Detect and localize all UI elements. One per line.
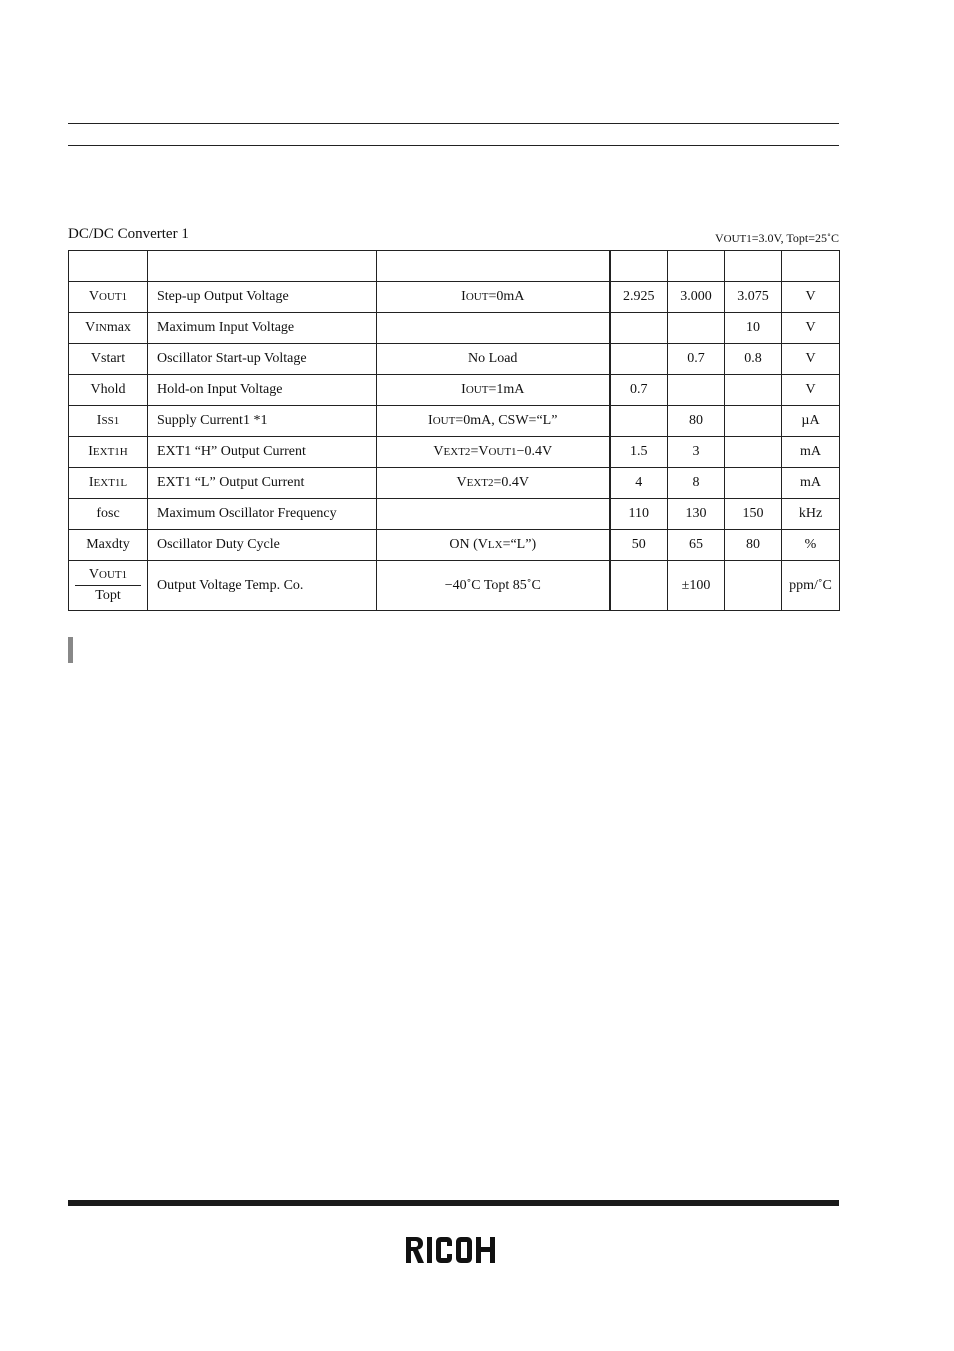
header-cell-max xyxy=(725,251,782,282)
symbol-text: V xyxy=(85,320,96,335)
symbol-subscript: EXT1H xyxy=(92,446,128,458)
symbol-text: V xyxy=(88,567,99,582)
typ-cell xyxy=(668,375,725,406)
condition-text: No Load xyxy=(468,351,518,366)
unit-cell: V xyxy=(782,313,840,344)
symbol-subscript: IN xyxy=(95,322,107,334)
symbol-text: fosc xyxy=(96,506,120,521)
table-row xyxy=(69,344,840,375)
table-row xyxy=(69,406,840,437)
header-cell-item xyxy=(148,251,377,282)
item-cell: EXT1 “H” Output Current xyxy=(148,437,377,468)
symbol-text: Vstart xyxy=(90,351,126,366)
condition-text: V xyxy=(433,444,444,459)
typ-cell xyxy=(668,313,725,344)
typ-cell: 3 xyxy=(668,437,725,468)
condition-text: =0mA xyxy=(488,289,525,304)
max-cell xyxy=(725,468,782,499)
min-cell: 2.925 xyxy=(610,282,668,313)
conditions-cell xyxy=(377,375,610,406)
condition-text: OUT xyxy=(432,415,456,427)
min-cell: 0.7 xyxy=(610,375,668,406)
symbol-subscript: OUT1 xyxy=(99,291,128,303)
conditions-cell xyxy=(377,499,610,530)
conditions-cell xyxy=(377,406,610,437)
symbol-cell xyxy=(69,344,148,375)
conditions-cell xyxy=(377,282,610,313)
symbol-text: V xyxy=(88,289,99,304)
ricoh-logo xyxy=(405,1236,505,1264)
symbol-subscript: SS1 xyxy=(101,415,120,427)
conditions-cell xyxy=(377,468,610,499)
min-cell xyxy=(610,344,668,375)
conditions-cell: −40˚C Topt 85˚C xyxy=(377,561,610,611)
condition-text: I xyxy=(461,382,466,397)
condition-text: EXT2 xyxy=(443,446,471,458)
unit-cell: kHz xyxy=(782,499,840,530)
item-cell: Supply Current1 *1 xyxy=(148,406,377,437)
unit-cell: mA xyxy=(782,437,840,468)
max-cell xyxy=(725,437,782,468)
condition-text: I xyxy=(461,289,466,304)
table-header-row xyxy=(69,251,840,282)
fraction-denominator: Topt xyxy=(95,588,121,603)
symbol-subscript: EXT1L xyxy=(93,477,128,489)
symbol-cell xyxy=(69,406,148,437)
unit-cell: µA xyxy=(782,406,840,437)
item-cell: EXT1 “L” Output Current xyxy=(148,468,377,499)
condition-text: =0.4V xyxy=(493,475,530,490)
item-cell: Oscillator Start-up Voltage xyxy=(148,344,377,375)
unit-cell: V xyxy=(782,375,840,406)
item-cell: Maximum Oscillator Frequency xyxy=(148,499,377,530)
typ-cell: 8 xyxy=(668,468,725,499)
symbol-text: Vhold xyxy=(90,382,126,397)
fraction-numerator xyxy=(75,565,141,586)
unit-cell: mA xyxy=(782,468,840,499)
header-cell-symbol xyxy=(69,251,148,282)
condition-text: LX xyxy=(487,539,503,551)
table-row xyxy=(69,437,840,468)
symbol-text: I xyxy=(88,444,93,459)
test-conditions: VOUT1=3.0V, Topt=25˚C xyxy=(714,231,839,245)
max-cell: 3.075 xyxy=(725,282,782,313)
table-row xyxy=(69,375,840,406)
table-row xyxy=(69,530,840,561)
min-cell: 1.5 xyxy=(610,437,668,468)
item-cell: Maximum Input Voltage xyxy=(148,313,377,344)
condition-text: V xyxy=(456,475,467,490)
item-cell: Step-up Output Voltage xyxy=(148,282,377,313)
max-cell xyxy=(725,406,782,437)
max-cell: 10 xyxy=(725,313,782,344)
max-cell: 0.8 xyxy=(725,344,782,375)
table-row xyxy=(69,282,840,313)
symbol-text: I xyxy=(88,475,94,490)
table-row xyxy=(69,468,840,499)
condition-text: =0mA, CSW=“L” xyxy=(455,413,558,428)
symbol-cell xyxy=(69,468,148,499)
conditions-cell xyxy=(377,313,610,344)
min-cell xyxy=(610,406,668,437)
header-cell-typ xyxy=(668,251,725,282)
condition-text: =V xyxy=(470,444,489,459)
typ-cell: 0.7 xyxy=(668,344,725,375)
condition-text: =1mA xyxy=(488,382,525,397)
electrical-characteristics-table xyxy=(68,250,840,611)
conditions-cell xyxy=(377,437,610,468)
symbol-cell xyxy=(69,282,148,313)
symbol-fraction xyxy=(75,565,141,606)
condition-text: OUT xyxy=(465,384,489,396)
min-cell: 110 xyxy=(610,499,668,530)
min-cell xyxy=(610,313,668,344)
condition-text: OUT xyxy=(465,291,489,303)
table-row xyxy=(69,499,840,530)
item-cell: Oscillator Duty Cycle xyxy=(148,530,377,561)
header-cell-conditions xyxy=(377,251,610,282)
unit-cell: % xyxy=(782,530,840,561)
symbol-cell xyxy=(69,437,148,468)
max-cell: 80 xyxy=(725,530,782,561)
typ-cell: 3.000 xyxy=(668,282,725,313)
condition-text: −0.4V xyxy=(516,444,553,459)
condition-text: ON (V xyxy=(449,537,488,552)
min-cell: 4 xyxy=(610,468,668,499)
typ-cell: 130 xyxy=(668,499,725,530)
header-cell-unit xyxy=(782,251,840,282)
symbol-cell xyxy=(69,499,148,530)
condition-text: I xyxy=(428,413,433,428)
unit-cell: ppm/˚C xyxy=(782,561,840,611)
symbol-cell xyxy=(69,375,148,406)
symbol-suffix: max xyxy=(106,320,131,335)
min-cell: 50 xyxy=(610,530,668,561)
conditions-cell xyxy=(377,530,610,561)
symbol-subscript: OUT1 xyxy=(99,569,128,581)
item-cell: Output Voltage Temp. Co. xyxy=(148,561,377,611)
max-cell xyxy=(725,561,782,611)
unit-cell: V xyxy=(782,344,840,375)
max-cell xyxy=(725,375,782,406)
condition-text: OUT1 xyxy=(488,446,517,458)
item-cell: Hold-on Input Voltage xyxy=(148,375,377,406)
typ-cell: 80 xyxy=(668,406,725,437)
symbol-cell xyxy=(69,313,148,344)
condition-text: =“L”) xyxy=(502,537,537,552)
table-row xyxy=(69,561,840,611)
symbol-text: Maxdty xyxy=(86,537,130,552)
typ-cell: ±100 xyxy=(668,561,725,611)
conditions-cell xyxy=(377,344,610,375)
header-rule-top xyxy=(68,123,839,124)
max-cell: 150 xyxy=(725,499,782,530)
section-title: DC/DC Converter 1 xyxy=(68,226,189,242)
header-rule-bottom xyxy=(68,145,839,146)
symbol-cell xyxy=(69,561,148,611)
footer-bar xyxy=(68,1200,839,1206)
condition-text: EXT2 xyxy=(466,477,494,489)
symbol-cell xyxy=(69,530,148,561)
unit-cell: V xyxy=(782,282,840,313)
min-cell xyxy=(610,561,668,611)
typ-cell: 65 xyxy=(668,530,725,561)
symbol-text: I xyxy=(96,413,102,428)
table-row xyxy=(69,313,840,344)
section-marker xyxy=(68,637,73,663)
header-cell-min xyxy=(610,251,668,282)
